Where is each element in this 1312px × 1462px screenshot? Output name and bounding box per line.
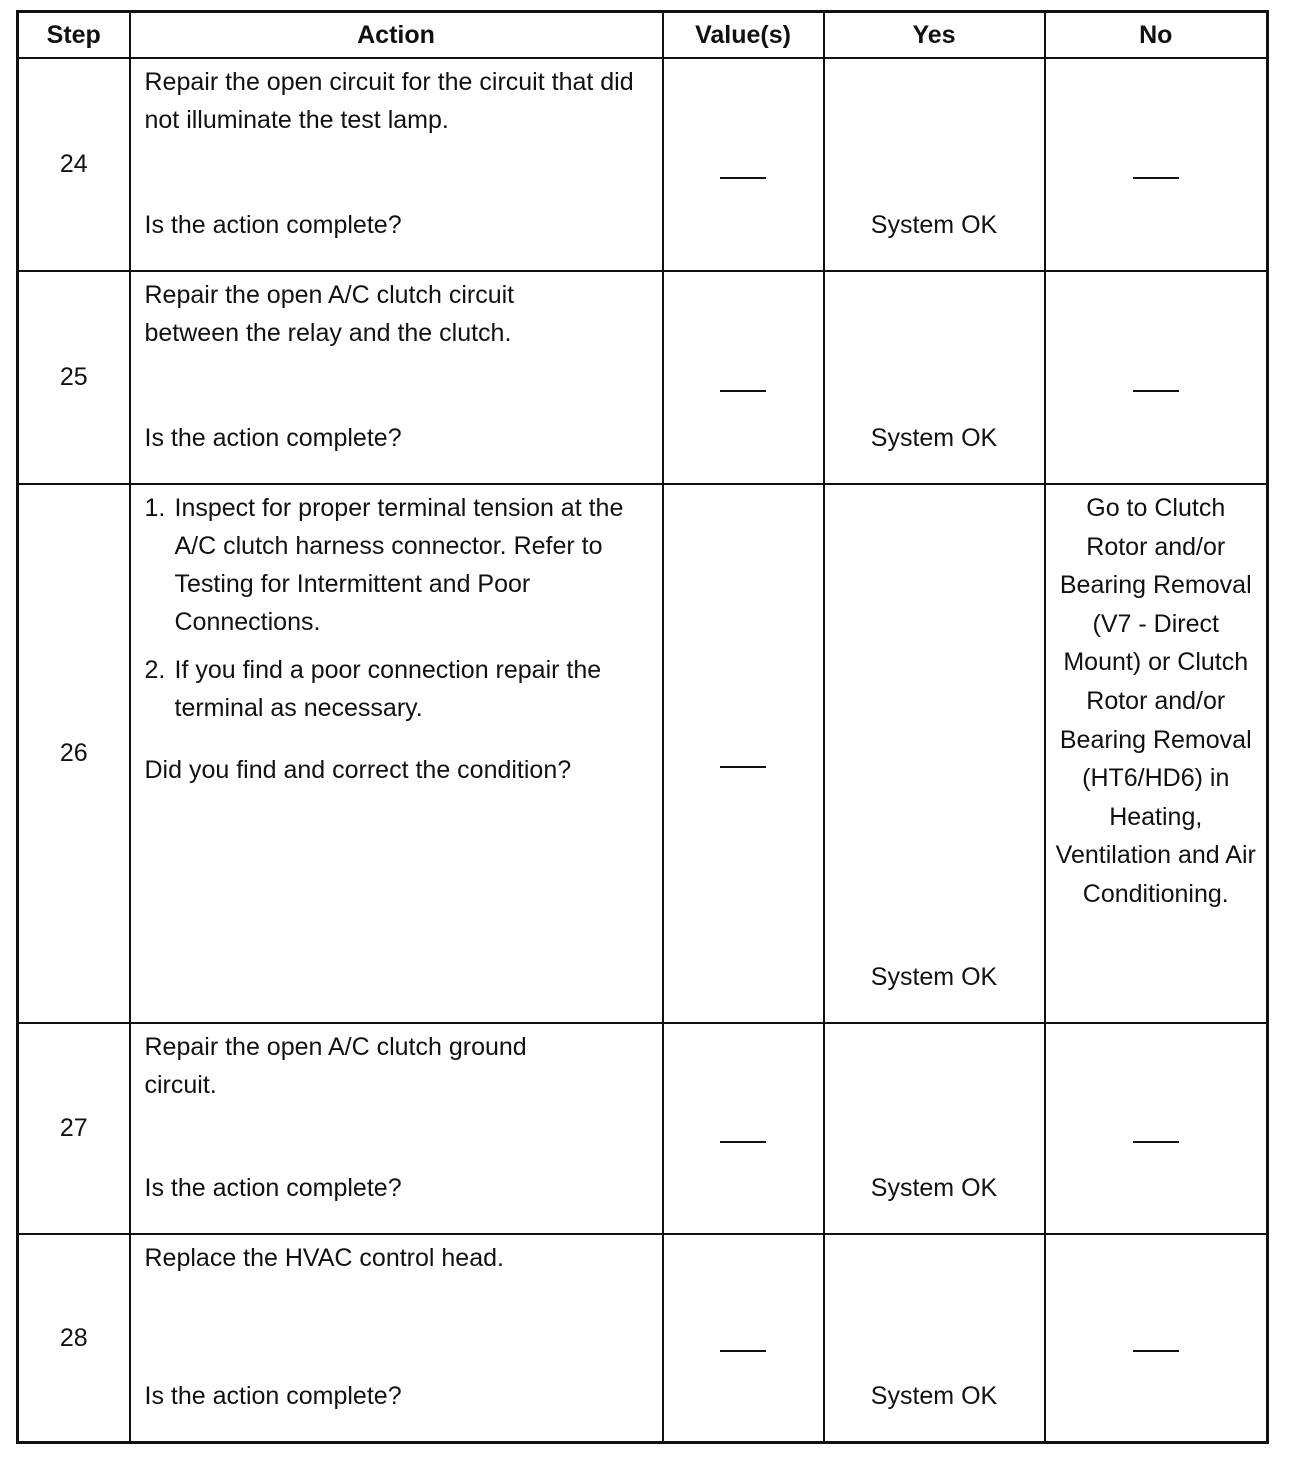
action-question: Is the action complete?: [144, 424, 402, 452]
header-values: Value(s): [663, 12, 824, 59]
step-number: 24: [18, 58, 130, 271]
action-step-list: [145, 489, 648, 727]
value-dash: [720, 1141, 766, 1143]
table-row: [18, 1234, 1268, 1443]
value-cell: [663, 484, 824, 1023]
value-cell: [663, 271, 824, 484]
step-number: 25: [18, 271, 130, 484]
yes-cell: [824, 58, 1045, 271]
step-number: 28: [18, 1234, 130, 1443]
value-cell: [663, 1023, 824, 1234]
header-no: No: [1045, 12, 1268, 59]
no-cell: [1045, 271, 1268, 484]
action-text: Repair the open A/C clutch circuit between the relay and the clutch.: [144, 281, 515, 347]
no-cell: [1045, 58, 1268, 271]
action-text: Repair the open circuit for the circuit that did not illuminate the test lamp.: [144, 68, 634, 134]
action-question: Is the action complete?: [144, 1382, 402, 1410]
header-action: Action: [130, 12, 663, 59]
yes-cell: [824, 1023, 1045, 1234]
action-text: Replace the HVAC control head.: [144, 1244, 504, 1272]
value-dash: [720, 766, 766, 768]
no-cell: [1045, 1234, 1268, 1443]
list-item: [145, 651, 648, 727]
list-item-text: If you find a poor connection repair the terminal as necessary.: [174, 656, 602, 722]
value-dash: [720, 177, 766, 179]
yes-cell: [824, 271, 1045, 484]
diagnostic-table: [16, 10, 1269, 1444]
action-cell: [130, 58, 663, 271]
yes-result: System OK: [870, 424, 998, 452]
action-cell: [130, 1023, 663, 1234]
action-question: Did you find and correct the condition?: [144, 756, 572, 784]
action-cell: [130, 484, 663, 1023]
table-row: [18, 1023, 1268, 1234]
value-cell: [663, 58, 824, 271]
action-text: Repair the open A/C clutch ground circuit.: [144, 1033, 527, 1099]
step-number: 27: [18, 1023, 130, 1234]
list-item: [145, 489, 648, 641]
table-row: [18, 484, 1268, 1023]
yes-cell: [824, 484, 1045, 1023]
table-row: [18, 58, 1268, 271]
no-dash: [1133, 390, 1179, 392]
no-cell: [1045, 1023, 1268, 1234]
yes-result: System OK: [870, 211, 998, 239]
header-row: [18, 12, 1268, 59]
action-question: Is the action complete?: [144, 1174, 402, 1202]
header-yes: Yes: [824, 12, 1045, 59]
action-cell: [130, 271, 663, 484]
action-question: Is the action complete?: [144, 211, 402, 239]
yes-result: System OK: [870, 963, 998, 991]
list-item-text: Inspect for proper terminal tension at the A/C clutch harness connector. Refer to Testing for Intermittent and Poor Connections.: [174, 494, 624, 636]
value-dash: [720, 390, 766, 392]
table-row: [18, 271, 1268, 484]
yes-cell: [824, 1234, 1045, 1443]
header-step: Step: [18, 12, 130, 59]
value-cell: [663, 1234, 824, 1443]
action-steps: [131, 485, 662, 789]
action-cell: [130, 1234, 663, 1443]
no-dash: [1133, 1350, 1179, 1352]
no-cell: [1045, 484, 1268, 1023]
value-dash: [720, 1350, 766, 1352]
no-dash: [1133, 177, 1179, 179]
yes-result: System OK: [870, 1174, 998, 1202]
list-item-number: 2.: [144, 656, 166, 684]
no-result: Go to Clutch Rotor and/or Bearing Removal (V7 - Direct Mount) or Clutch Rotor and/or Bearing Removal (HT6/HD6) in Heating, Ventilation and Air Conditioning.: [1055, 494, 1256, 908]
no-dash: [1133, 1141, 1179, 1143]
step-number: 26: [18, 484, 130, 1023]
yes-result: System OK: [870, 1382, 998, 1410]
list-item-number: 1.: [144, 494, 166, 522]
